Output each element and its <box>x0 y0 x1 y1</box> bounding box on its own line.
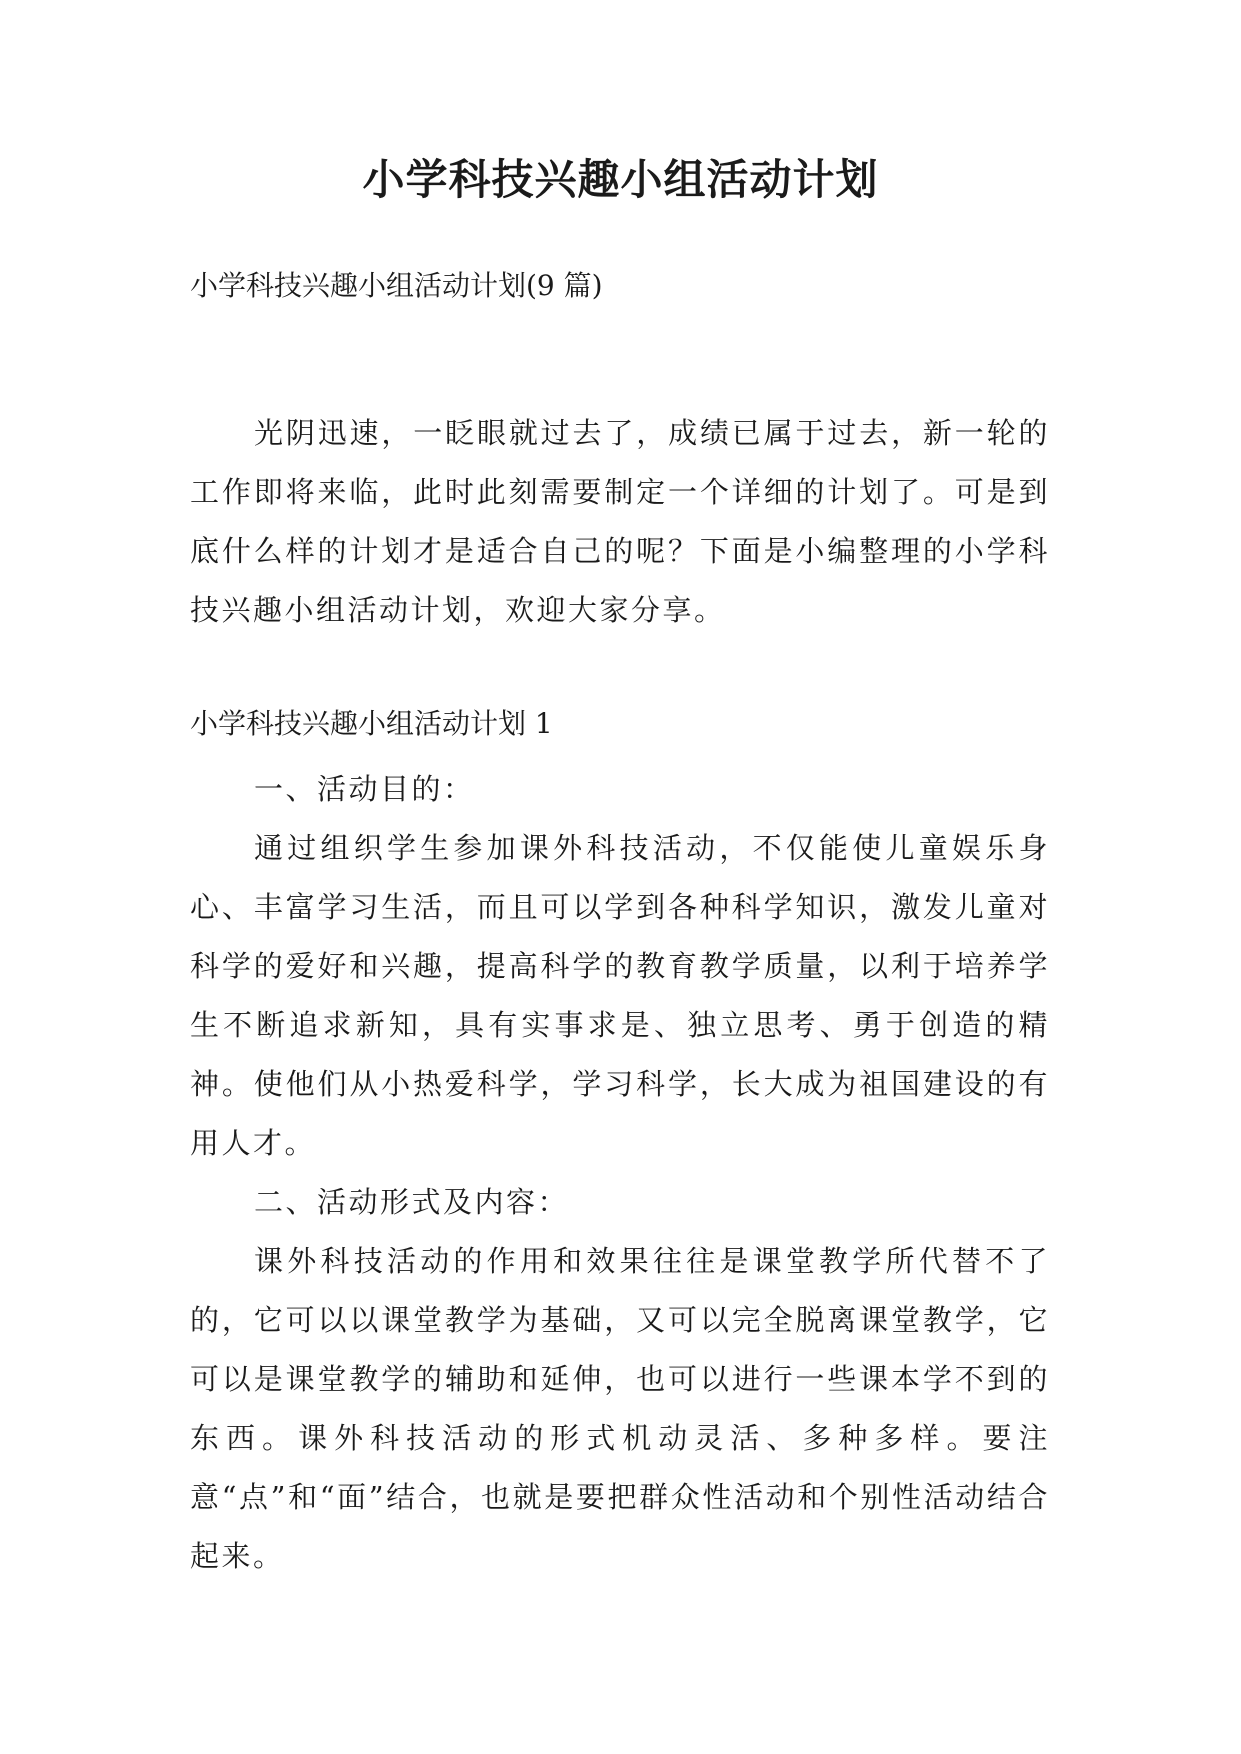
document-subtitle: 小学科技兴趣小组活动计划(9 篇) <box>190 269 603 302</box>
section-title: 小学科技兴趣小组活动计划 1 <box>190 707 553 740</box>
intro-paragraph: 光阴迅速，一眨眼就过去了，成绩已属于过去，新一轮的工作即将来临，此时此刻需要制定一个详细的计划了。可是到底什么样的计划才是适合自己的呢？下面是小编整理的小学科技兴趣小组活动计划，欢迎大家分享。 <box>190 416 1050 627</box>
paragraph-activity-form: 课外科技活动的作用和效果往往是课堂教学所代替不了的，它可以以课堂教学为基础，又可以完全脱离课堂教学，它可以是课堂教学的辅助和延伸，也可以进行一些课本学不到的东西。课外科技活动的形式机动灵活、多种多样。要注意“点”和“面”结合，也就是要把群众性活动和个别性活动结合起来。 <box>190 1244 1050 1573</box>
section-body <box>190 760 1050 1586</box>
heading-activity-purpose: 一、活动目的： <box>254 772 475 806</box>
paragraph-activity-purpose: 通过组织学生参加课外科技活动，不仅能使儿童娱乐身心、丰富学习生活，而且可以学到各种科学知识，激发儿童对科学的爱好和兴趣，提高科学的教育教学质量，以利于培养学生不断追求新知，具有实事求是、独立思考、勇于创造的精神。使他们从小热爱科学，学习科学，长大成为祖国建设的有用人才。 <box>190 831 1050 1160</box>
heading-activity-form: 二、活动形式及内容： <box>254 1185 570 1219</box>
document-title: 小学科技兴趣小组活动计划 <box>362 155 879 204</box>
